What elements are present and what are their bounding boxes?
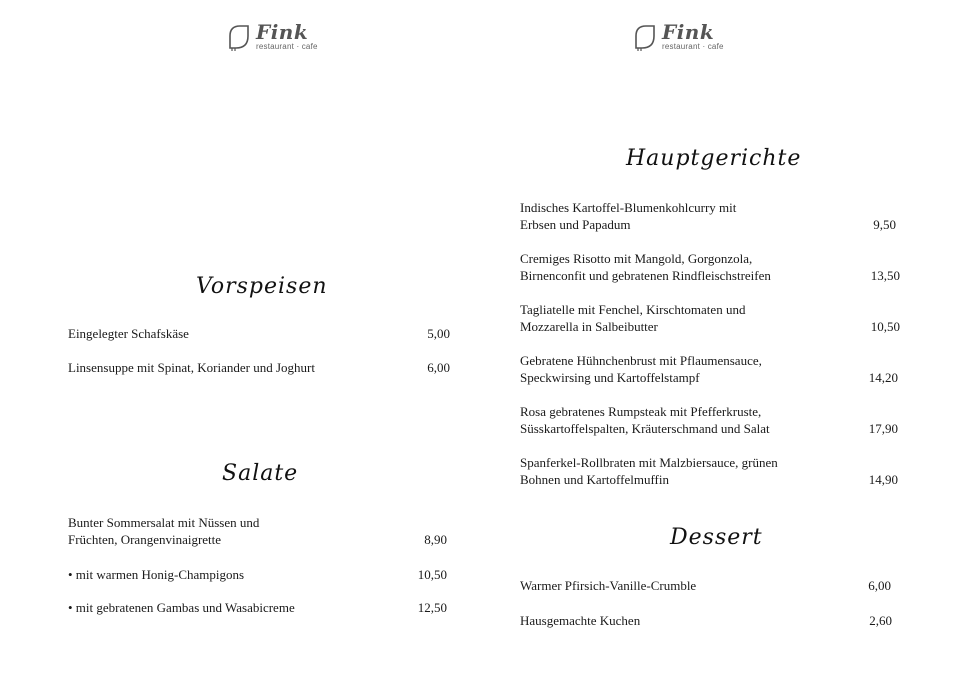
item-line: Indisches Kartoffel-Blumenkohlcurry mit	[520, 200, 737, 215]
menu-item	[68, 325, 189, 342]
item-line: Hausgemachte Kuchen	[520, 613, 641, 628]
section-heading-salate: Salate	[222, 461, 299, 486]
menu-item	[520, 454, 778, 488]
item-line: Erbsen und Papadum	[520, 217, 631, 232]
logo-left	[226, 22, 318, 56]
item-price: 12,50	[417, 600, 447, 615]
item-line: Bohnen und Kartoffelmuffin	[520, 472, 669, 487]
logo-brand: Fink	[662, 20, 715, 44]
menu-item	[520, 403, 770, 437]
section-heading-dessert: Dessert	[670, 525, 763, 550]
item-line: Bunter Sommersalat mit Nüssen und	[68, 515, 260, 530]
logo-brand: Fink	[256, 20, 309, 44]
item-line: Süsskartoffelspalten, Kräuterschmand und Salat	[520, 421, 770, 436]
logo-tagline: restaurant · cafe	[256, 42, 318, 51]
item-line: Birnenconfit und gebratenen Rindfleischstreifen	[520, 268, 771, 283]
item-line: Tagliatelle mit Fenchel, Kirschtomaten und	[520, 302, 746, 317]
menu-item	[520, 199, 736, 233]
item-price: 6,00	[868, 578, 891, 593]
item-price: 6,00	[427, 360, 450, 375]
item-line: Spanferkel-Rollbraten mit Malzbiersauce, grünen	[520, 455, 778, 470]
item-price: 14,20	[868, 370, 898, 385]
menu-item	[68, 359, 315, 376]
logo-tagline: restaurant · cafe	[662, 42, 724, 51]
item-price: 14,90	[868, 472, 898, 487]
leaf-icon	[226, 22, 252, 52]
item-price: 17,90	[868, 421, 898, 436]
item-price: 10,50	[417, 567, 447, 582]
menu-item	[68, 514, 259, 548]
item-line: Früchten, Orangenvinaigrette	[68, 532, 222, 547]
item-price: 13,50	[870, 268, 900, 283]
item-line: Gebratene Hühnchenbrust mit Pflaumensauce,	[520, 353, 762, 368]
menu-item	[520, 352, 762, 386]
menu-item	[520, 250, 771, 284]
menu-item	[520, 301, 745, 335]
item-line: • mit warmen Honig-Champigons	[68, 567, 245, 582]
item-line: Mozzarella in Salbeibutter	[520, 319, 658, 334]
item-price: 10,50	[870, 319, 900, 334]
item-line: Eingelegter Schafskäse	[68, 326, 189, 341]
leaf-icon	[632, 22, 658, 52]
menu-item	[520, 612, 640, 629]
item-price: 5,00	[427, 326, 450, 341]
menu-item	[68, 566, 244, 583]
section-heading-vorspeisen: Vorspeisen	[196, 274, 328, 299]
item-line: Rosa gebratenes Rumpsteak mit Pfefferkruste,	[520, 404, 762, 419]
menu-item	[68, 599, 295, 616]
item-line: • mit gebratenen Gambas und Wasabicreme	[68, 600, 295, 615]
item-line: Warmer Pfirsich-Vanille-Crumble	[520, 578, 697, 593]
item-line: Speckwirsing und Kartoffelstampf	[520, 370, 700, 385]
menu-item	[520, 577, 696, 594]
item-price: 2,60	[869, 613, 892, 628]
section-heading-hauptgerichte: Hauptgerichte	[626, 146, 802, 171]
item-price: 8,90	[424, 532, 447, 547]
item-price: 9,50	[873, 217, 896, 232]
item-line: Cremiges Risotto mit Mangold, Gorgonzola,	[520, 251, 753, 266]
logo-right	[632, 22, 724, 56]
item-line: Linsensuppe mit Spinat, Koriander und Joghurt	[68, 360, 315, 375]
